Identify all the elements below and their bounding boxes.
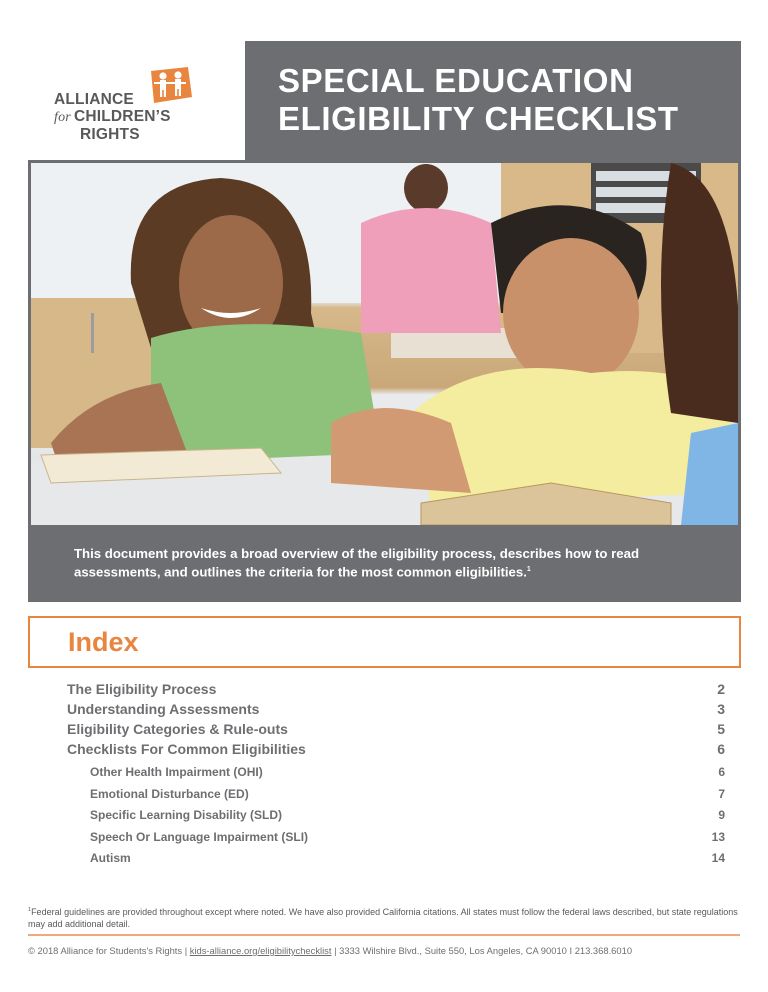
footer-address: | 3333 Wilshire Blvd., Suite 550, Los Angeles, CA 90010 I 213.368.6010 bbox=[331, 945, 633, 956]
toc-page: 3 bbox=[717, 701, 725, 717]
intro-paragraph bbox=[74, 546, 714, 580]
footnote bbox=[28, 904, 738, 930]
toc-entry-eligibility-process[interactable] bbox=[67, 679, 725, 699]
logo-wordmark bbox=[54, 91, 171, 143]
toc-page: 6 bbox=[718, 765, 725, 779]
toc-page: 2 bbox=[717, 681, 725, 697]
logo-line-childrens bbox=[54, 108, 171, 126]
toc-entry-checklists[interactable] bbox=[67, 739, 725, 759]
toc-label: Speech Or Language Impairment (SLI) bbox=[90, 829, 309, 844]
toc-label: Other Health Impairment (OHI) bbox=[90, 765, 263, 779]
document-title-line-2: ELIGIBILITY CHECKLIST bbox=[278, 100, 679, 137]
title-banner bbox=[245, 41, 741, 162]
toc-page: 6 bbox=[717, 741, 725, 757]
toc-label: Checklists For Common Eligibilities bbox=[67, 741, 306, 757]
classroom-illustration bbox=[31, 163, 738, 525]
toc-page: 9 bbox=[718, 808, 725, 822]
toc-label: Understanding Assessments bbox=[67, 701, 260, 717]
hero-frame bbox=[28, 160, 741, 602]
toc-entry-eligibility-categories[interactable] bbox=[67, 719, 725, 739]
document-title-line-1: SPECIAL EDUCATION bbox=[278, 62, 634, 99]
toc-entry-understanding-assessments[interactable] bbox=[67, 699, 725, 719]
toc-label: Autism bbox=[90, 851, 131, 865]
toc-page: 14 bbox=[711, 851, 725, 865]
toc-page: 5 bbox=[717, 721, 725, 737]
index-header-box bbox=[28, 616, 741, 668]
logo-line-rights: RIGHTS bbox=[80, 126, 140, 143]
toc-page: 7 bbox=[718, 786, 725, 801]
table-of-contents bbox=[67, 679, 725, 870]
toc-entry-sld[interactable] bbox=[67, 805, 725, 827]
toc-entry-ed[interactable] bbox=[67, 784, 725, 806]
toc-label: Emotional Disturbance (ED) bbox=[90, 786, 249, 801]
toc-label: Eligibility Categories & Rule-outs bbox=[67, 721, 288, 737]
footnote-reference[interactable]: 1 bbox=[526, 566, 531, 573]
hero-photo bbox=[31, 163, 738, 525]
toc-label: Specific Learning Disability (SLD) bbox=[90, 808, 283, 822]
toc-entry-ohi[interactable] bbox=[67, 762, 725, 784]
toc-entry-autism[interactable] bbox=[67, 848, 725, 870]
footer-website-link[interactable]: kids-alliance.org/eligibilitychecklist bbox=[189, 945, 332, 956]
footnote-text: Federal guidelines are provided throughout except where noted. We have also provided California citations. All states must follow the federal laws described, but state regulations may add additional detail. bbox=[28, 907, 738, 929]
footer-copyright: © 2018 Alliance for Students's Rights | bbox=[28, 945, 190, 956]
intro-text: This document provides a broad overview of the eligibility process, describes how to read assessments, and outlines the criteria for the most common eligibilities. bbox=[74, 546, 640, 580]
page-footer bbox=[28, 944, 740, 957]
toc-entry-sli[interactable] bbox=[67, 827, 725, 849]
logo-childrens: CHILDREN’S bbox=[73, 108, 171, 125]
footer-divider bbox=[28, 934, 740, 936]
index-title: Index bbox=[68, 627, 139, 657]
toc-label: The Eligibility Process bbox=[67, 681, 217, 697]
logo-line-alliance: ALLIANCE bbox=[54, 91, 134, 108]
logo-for: for bbox=[54, 110, 71, 125]
toc-page: 13 bbox=[711, 829, 725, 844]
organization-logo bbox=[30, 41, 245, 160]
footnote-marker: 1 bbox=[28, 907, 32, 913]
